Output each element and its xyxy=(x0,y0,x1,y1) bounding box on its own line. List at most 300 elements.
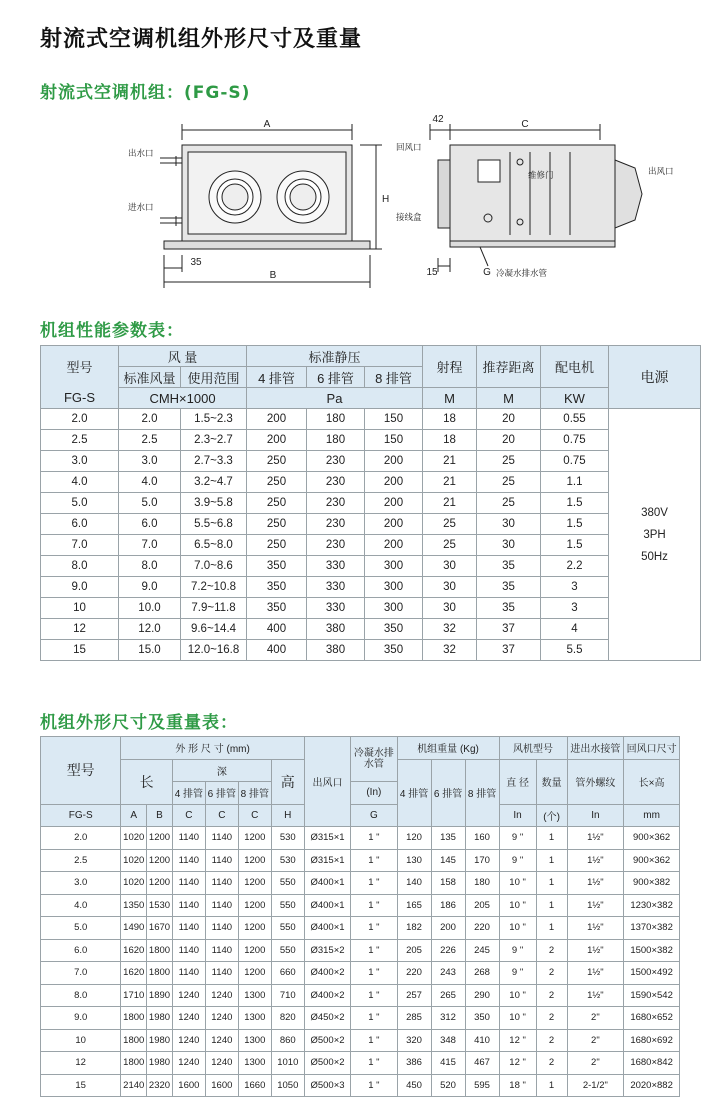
table-cell: 900×382 xyxy=(624,872,680,895)
table-cell: 25 xyxy=(423,535,477,556)
table-cell: 1300 xyxy=(238,1029,271,1052)
table-cell: 250 xyxy=(247,472,307,493)
table-cell: 9.6~14.4 xyxy=(181,619,247,640)
t2-col-model-code: FG-S xyxy=(41,804,121,827)
table-cell: 220 xyxy=(397,962,431,985)
table-cell: 3.0 xyxy=(119,451,181,472)
table-cell: 8.0 xyxy=(119,556,181,577)
t2-col-outlet: 出风口 xyxy=(304,737,350,827)
table-cell: 4.0 xyxy=(41,894,121,917)
table-cell: 30 xyxy=(423,556,477,577)
table-cell: 1 " xyxy=(351,962,397,985)
table-cell: 1200 xyxy=(238,827,271,850)
table-cell: 226 xyxy=(431,939,465,962)
table-cell: 205 xyxy=(397,939,431,962)
table-cell: 5.5~6.8 xyxy=(181,514,247,535)
table-cell: 0.75 xyxy=(541,430,609,451)
table-cell: 1½" xyxy=(567,849,624,872)
table-cell: 2320 xyxy=(147,1074,173,1097)
table-cell: 12 " xyxy=(499,1029,536,1052)
table-cell: 1200 xyxy=(147,827,173,850)
table-cell: 1140 xyxy=(172,872,205,895)
table-cell: 180 xyxy=(307,409,365,430)
table-cell: 6.0 xyxy=(119,514,181,535)
table-cell: 1140 xyxy=(205,917,238,940)
col-use-range: 使用范围 xyxy=(181,367,247,388)
table-cell: 245 xyxy=(465,939,499,962)
table-cell: 1240 xyxy=(172,1029,205,1052)
table-cell: 1620 xyxy=(121,962,147,985)
unit-dimension-diagram xyxy=(120,110,680,295)
table-cell: 1140 xyxy=(172,962,205,985)
t2-col-height: 高 xyxy=(271,759,304,804)
table-cell: 550 xyxy=(271,917,304,940)
table-cell: 8.0 xyxy=(41,556,119,577)
table-cell: 1300 xyxy=(238,1052,271,1075)
table-cell: 4 xyxy=(541,619,609,640)
table-cell: 660 xyxy=(271,962,304,985)
t2-unit-h: H xyxy=(271,804,304,827)
table-cell: 1300 xyxy=(238,1007,271,1030)
table-cell: 2.7~3.3 xyxy=(181,451,247,472)
table-cell: 1 xyxy=(536,872,567,895)
table-cell: 10 " xyxy=(499,1007,536,1030)
table-cell: 15 xyxy=(41,640,119,661)
table-cell: 415 xyxy=(431,1052,465,1075)
t2-col-r6: 6 排管 xyxy=(205,782,238,805)
table-cell: 2 xyxy=(536,1029,567,1052)
dim-42-label: 42 xyxy=(432,114,444,125)
table-row xyxy=(41,598,701,619)
table-cell: 150 xyxy=(365,430,423,451)
table-cell: 820 xyxy=(271,1007,304,1030)
dim-g-label: G xyxy=(483,267,491,278)
col-std-airflow: 标准风量 xyxy=(119,367,181,388)
table-cell: 1 " xyxy=(351,1029,397,1052)
table-row xyxy=(41,619,701,640)
table-cell: 35 xyxy=(477,598,541,619)
table-cell: 1680×842 xyxy=(624,1052,680,1075)
table-cell: 10.0 xyxy=(119,598,181,619)
table-cell: 2 xyxy=(536,984,567,1007)
table-cell: 2 xyxy=(536,1007,567,1030)
table-cell: 1680×652 xyxy=(624,1007,680,1030)
table-cell: 1 xyxy=(536,1074,567,1097)
table-cell: 7.0 xyxy=(41,962,121,985)
t2-unit-b: B xyxy=(147,804,173,827)
table-cell: 25 xyxy=(477,451,541,472)
table-cell: 1.5 xyxy=(541,535,609,556)
table-cell: 130 xyxy=(397,849,431,872)
table-cell: 1 " xyxy=(351,1052,397,1075)
table-cell: 20 xyxy=(477,409,541,430)
table-cell: 18 xyxy=(423,409,477,430)
table-cell: 1140 xyxy=(205,872,238,895)
table-cell: 165 xyxy=(397,894,431,917)
table-cell: Ø500×2 xyxy=(304,1029,350,1052)
table-cell: 350 xyxy=(365,640,423,661)
t2-col-diameter: 直 径 xyxy=(499,759,536,804)
table-cell: 10 xyxy=(41,1029,121,1052)
t2-unit-a: A xyxy=(121,804,147,827)
unit-kw: KW xyxy=(541,388,609,409)
table-cell: 205 xyxy=(465,894,499,917)
table-cell: 6.0 xyxy=(41,939,121,962)
table-cell: 12 " xyxy=(499,1052,536,1075)
t2-col-return: 回风口尺寸 xyxy=(624,737,680,760)
table-cell: 25 xyxy=(477,472,541,493)
table-cell: Ø500×3 xyxy=(304,1074,350,1097)
table-cell: 35 xyxy=(477,577,541,598)
table-cell: 6.0 xyxy=(41,514,119,535)
table-cell: 10 " xyxy=(499,984,536,1007)
t2-col-length: 长 xyxy=(121,759,173,804)
t2-col-thread: 管外螺纹 xyxy=(567,759,624,804)
table-cell: 2.0 xyxy=(41,827,121,850)
col-rec-dist: 推荐距离 xyxy=(477,346,541,388)
table-cell: 1 xyxy=(536,849,567,872)
table-cell: 1140 xyxy=(172,917,205,940)
table-cell: 9 " xyxy=(499,939,536,962)
table-cell: Ø400×2 xyxy=(304,984,350,1007)
junction-box-label: 接线盒 xyxy=(396,212,422,222)
dimensions-table xyxy=(40,736,680,1097)
table-cell: 1½" xyxy=(567,939,624,962)
table-cell: 1 xyxy=(536,894,567,917)
table-cell: 1200 xyxy=(238,849,271,872)
table-cell: 2.5 xyxy=(41,430,119,451)
table-cell: 1800 xyxy=(121,1007,147,1030)
table-cell: 1300 xyxy=(238,984,271,1007)
table-row xyxy=(41,535,701,556)
col-motor: 配电机 xyxy=(541,346,609,388)
table-cell: 1200 xyxy=(238,962,271,985)
table-row xyxy=(41,493,701,514)
table-row xyxy=(41,1052,680,1075)
table-cell: 180 xyxy=(307,430,365,451)
table-cell: 1.5~2.3 xyxy=(181,409,247,430)
table-cell: 350 xyxy=(247,577,307,598)
table-cell: 25 xyxy=(477,493,541,514)
table-cell: 1800 xyxy=(147,962,173,985)
table-cell: 1600 xyxy=(205,1074,238,1097)
unit-m-dist: M xyxy=(477,388,541,409)
col-6row: 6 排管 xyxy=(307,367,365,388)
table-cell: 250 xyxy=(247,514,307,535)
table-cell: 1980 xyxy=(147,1007,173,1030)
table-cell: 1890 xyxy=(147,984,173,1007)
service-door-label: 维修门 xyxy=(528,170,554,180)
table-cell: 9 " xyxy=(499,827,536,850)
table-cell: 312 xyxy=(431,1007,465,1030)
table-row xyxy=(41,939,680,962)
table-cell: 30 xyxy=(423,598,477,619)
table-cell: 1½" xyxy=(567,984,624,1007)
table-cell: 2" xyxy=(567,1029,624,1052)
dim-15-label: 15 xyxy=(426,267,438,278)
table-row xyxy=(41,872,680,895)
table-cell: 200 xyxy=(431,917,465,940)
table-cell: 1490 xyxy=(121,917,147,940)
table-cell: 18 xyxy=(423,430,477,451)
table-cell: 160 xyxy=(465,827,499,850)
table-cell: 1.1 xyxy=(541,472,609,493)
table-cell: 230 xyxy=(307,472,365,493)
table-cell: 1140 xyxy=(172,939,205,962)
table-cell: 2.0 xyxy=(119,409,181,430)
table-cell: 1½" xyxy=(567,872,624,895)
table-cell: Ø400×2 xyxy=(304,962,350,985)
t2-col-water: 进出水接管 xyxy=(567,737,624,760)
outlet-water-label: 出水口 xyxy=(128,148,154,158)
table-cell: 1 xyxy=(536,917,567,940)
table-cell: 3.0 xyxy=(41,451,119,472)
table-cell: Ø400×1 xyxy=(304,872,350,895)
table-cell: 2 xyxy=(536,1052,567,1075)
table-cell: 5.0 xyxy=(41,493,119,514)
table-cell: 230 xyxy=(307,535,365,556)
table-cell: 1240 xyxy=(205,1029,238,1052)
table-cell: 200 xyxy=(365,472,423,493)
table-cell: 550 xyxy=(271,939,304,962)
table-cell: 1230×382 xyxy=(624,894,680,917)
table-cell: 1020 xyxy=(121,872,147,895)
t2-unit-in2: In xyxy=(567,804,624,827)
table-cell: 1710 xyxy=(121,984,147,1007)
table-cell: 2 xyxy=(536,962,567,985)
table-cell: 2" xyxy=(567,1052,624,1075)
t2-col-weight: 机组重量 (Kg) xyxy=(397,737,499,760)
table-cell: 1140 xyxy=(172,894,205,917)
table-cell: 1240 xyxy=(205,1052,238,1075)
table-cell: 860 xyxy=(271,1029,304,1052)
table-row xyxy=(41,640,701,661)
power-hz: 50Hz xyxy=(641,550,668,563)
table-cell: 550 xyxy=(271,894,304,917)
table-row xyxy=(41,1074,680,1097)
table-cell: 1.5 xyxy=(541,514,609,535)
table-row xyxy=(41,827,680,850)
table-cell: 2020×882 xyxy=(624,1074,680,1097)
col-model-code: FG-S xyxy=(41,388,119,409)
table-cell: 1.5 xyxy=(541,493,609,514)
table-cell: 2" xyxy=(567,1007,624,1030)
inlet-water-label: 进水口 xyxy=(128,202,154,212)
table-cell: 135 xyxy=(431,827,465,850)
table-cell: 1 " xyxy=(351,894,397,917)
table-cell: 1500×382 xyxy=(624,939,680,962)
table-cell: 300 xyxy=(365,556,423,577)
table-cell: 1800 xyxy=(121,1052,147,1075)
table-cell: 150 xyxy=(365,409,423,430)
table-row xyxy=(41,962,680,985)
unit-cmh: CMH×1000 xyxy=(119,388,247,409)
t2-col-model: 型号 xyxy=(41,737,121,805)
table-cell: 400 xyxy=(247,619,307,640)
table-cell: 12 xyxy=(41,619,119,640)
table-cell: 1670 xyxy=(147,917,173,940)
table-cell: 1 " xyxy=(351,1007,397,1030)
table-cell: Ø315×1 xyxy=(304,827,350,850)
table-cell: 37 xyxy=(477,619,541,640)
table-cell: 9 " xyxy=(499,849,536,872)
table-cell: 250 xyxy=(247,451,307,472)
table-cell: 3 xyxy=(541,598,609,619)
table-cell: 1 " xyxy=(351,1074,397,1097)
table-cell: 2.5 xyxy=(119,430,181,451)
table-cell: 1020 xyxy=(121,849,147,872)
table-cell: 285 xyxy=(397,1007,431,1030)
product-subtitle: 射流式空调机组：(FG-S) xyxy=(40,83,251,103)
table-cell: 330 xyxy=(307,577,365,598)
table-cell: 1530 xyxy=(147,894,173,917)
air-outlet-label: 出风口 xyxy=(648,166,674,176)
table-cell: 1240 xyxy=(172,984,205,1007)
side-view-body xyxy=(450,145,615,241)
table-cell: 200 xyxy=(247,430,307,451)
table-cell: 1980 xyxy=(147,1029,173,1052)
table-cell: 300 xyxy=(365,598,423,619)
t2-col-cond-unit: (In) xyxy=(351,782,397,805)
table-cell: 595 xyxy=(465,1074,499,1097)
table-cell: 5.5 xyxy=(541,640,609,661)
table-cell: 410 xyxy=(465,1029,499,1052)
t2-col-r8: 8 排管 xyxy=(238,782,271,805)
table-cell: Ø315×2 xyxy=(304,939,350,962)
table-cell: 1020 xyxy=(121,827,147,850)
t2-unit-g: G xyxy=(351,804,397,827)
table-cell: 350 xyxy=(247,598,307,619)
table-cell: 300 xyxy=(365,577,423,598)
table-cell: 12.0~16.8 xyxy=(181,640,247,661)
table-cell: 348 xyxy=(431,1029,465,1052)
table-cell: 4.0 xyxy=(119,472,181,493)
table-cell: 268 xyxy=(465,962,499,985)
table-cell: 1½" xyxy=(567,962,624,985)
table-row xyxy=(41,917,680,940)
table-cell: Ø450×2 xyxy=(304,1007,350,1030)
col-8row: 8 排管 xyxy=(365,367,423,388)
table-cell: 1240 xyxy=(205,1007,238,1030)
table-cell: 1 " xyxy=(351,939,397,962)
page-title: 射流式空调机组外形尺寸及重量 xyxy=(40,27,363,52)
table-cell: 1 " xyxy=(351,849,397,872)
table-cell: 520 xyxy=(431,1074,465,1097)
table-cell: 1140 xyxy=(205,962,238,985)
t2-unit-c1: C xyxy=(172,804,205,827)
table-cell: 1240 xyxy=(172,1007,205,1030)
section-dimensions-title: 机组外形尺寸及重量表： xyxy=(40,713,238,733)
table-cell: 380 xyxy=(307,640,365,661)
table-cell: 30 xyxy=(423,577,477,598)
table-cell: 2.2 xyxy=(541,556,609,577)
table-cell: 710 xyxy=(271,984,304,1007)
table-cell: 1680×692 xyxy=(624,1029,680,1052)
t2-col-w6: 6 排管 xyxy=(431,759,465,827)
power-spec-cell xyxy=(609,409,701,661)
table-cell: 1½" xyxy=(567,827,624,850)
table-cell: 170 xyxy=(465,849,499,872)
table-cell: 182 xyxy=(397,917,431,940)
table-cell: 12 xyxy=(41,1052,121,1075)
table-cell: 1980 xyxy=(147,1052,173,1075)
t2-unit-c2: C xyxy=(205,804,238,827)
t2-col-qty: 数量 xyxy=(536,759,567,804)
table-cell: 145 xyxy=(431,849,465,872)
table-cell: 900×362 xyxy=(624,827,680,850)
table-cell: 10 " xyxy=(499,917,536,940)
table-cell: 21 xyxy=(423,472,477,493)
table-cell: 30 xyxy=(477,535,541,556)
table-cell: 1240 xyxy=(205,984,238,1007)
table-cell: 1350 xyxy=(121,894,147,917)
table-cell: 7.9~11.8 xyxy=(181,598,247,619)
table-cell: 1660 xyxy=(238,1074,271,1097)
table-cell: 330 xyxy=(307,598,365,619)
table-cell: 1140 xyxy=(205,939,238,962)
table-cell: 1620 xyxy=(121,939,147,962)
table-row xyxy=(41,1007,680,1030)
table-cell: 2.5 xyxy=(41,849,121,872)
table-cell: 32 xyxy=(423,619,477,640)
table-cell: 350 xyxy=(247,556,307,577)
table-cell: 200 xyxy=(247,409,307,430)
table-row xyxy=(41,409,701,430)
col-power: 电源 xyxy=(609,346,701,409)
table-cell: 7.0 xyxy=(41,535,119,556)
t2-unit-mm: mm xyxy=(624,804,680,827)
table-cell: 20 xyxy=(477,430,541,451)
table-cell: 265 xyxy=(431,984,465,1007)
table-cell: 5.0 xyxy=(41,917,121,940)
table-cell: 220 xyxy=(465,917,499,940)
table-cell: 140 xyxy=(397,872,431,895)
table-cell: 320 xyxy=(397,1029,431,1052)
table-row xyxy=(41,894,680,917)
dim-c-label: C xyxy=(521,119,529,130)
table-cell: 290 xyxy=(465,984,499,1007)
t2-col-condensate: 冷凝水排水管 xyxy=(351,737,397,782)
t2-col-w4: 4 排管 xyxy=(397,759,431,827)
table-cell: 0.55 xyxy=(541,409,609,430)
table-cell: 1200 xyxy=(238,939,271,962)
table-cell: 1140 xyxy=(205,894,238,917)
table-cell: Ø400×1 xyxy=(304,894,350,917)
table-cell: 1200 xyxy=(147,849,173,872)
table-cell: 386 xyxy=(397,1052,431,1075)
table-cell: 230 xyxy=(307,493,365,514)
table-cell: 35 xyxy=(477,556,541,577)
col-static-pressure: 标准静压 xyxy=(247,346,423,367)
table-cell: 9 " xyxy=(499,962,536,985)
table-cell: 1050 xyxy=(271,1074,304,1097)
table-cell: 32 xyxy=(423,640,477,661)
table-cell: 1 xyxy=(536,827,567,850)
table-cell: 550 xyxy=(271,872,304,895)
table-row xyxy=(41,430,701,451)
table-cell: 1200 xyxy=(147,872,173,895)
table-cell: 37 xyxy=(477,640,541,661)
table-cell: 4.0 xyxy=(41,472,119,493)
table-cell: 350 xyxy=(465,1007,499,1030)
table-cell: 25 xyxy=(423,514,477,535)
table-cell: 2 xyxy=(536,939,567,962)
table-cell: Ø315×1 xyxy=(304,849,350,872)
table-cell: 180 xyxy=(465,872,499,895)
table-row xyxy=(41,451,701,472)
table-row xyxy=(41,472,701,493)
table-cell: 1600 xyxy=(172,1074,205,1097)
